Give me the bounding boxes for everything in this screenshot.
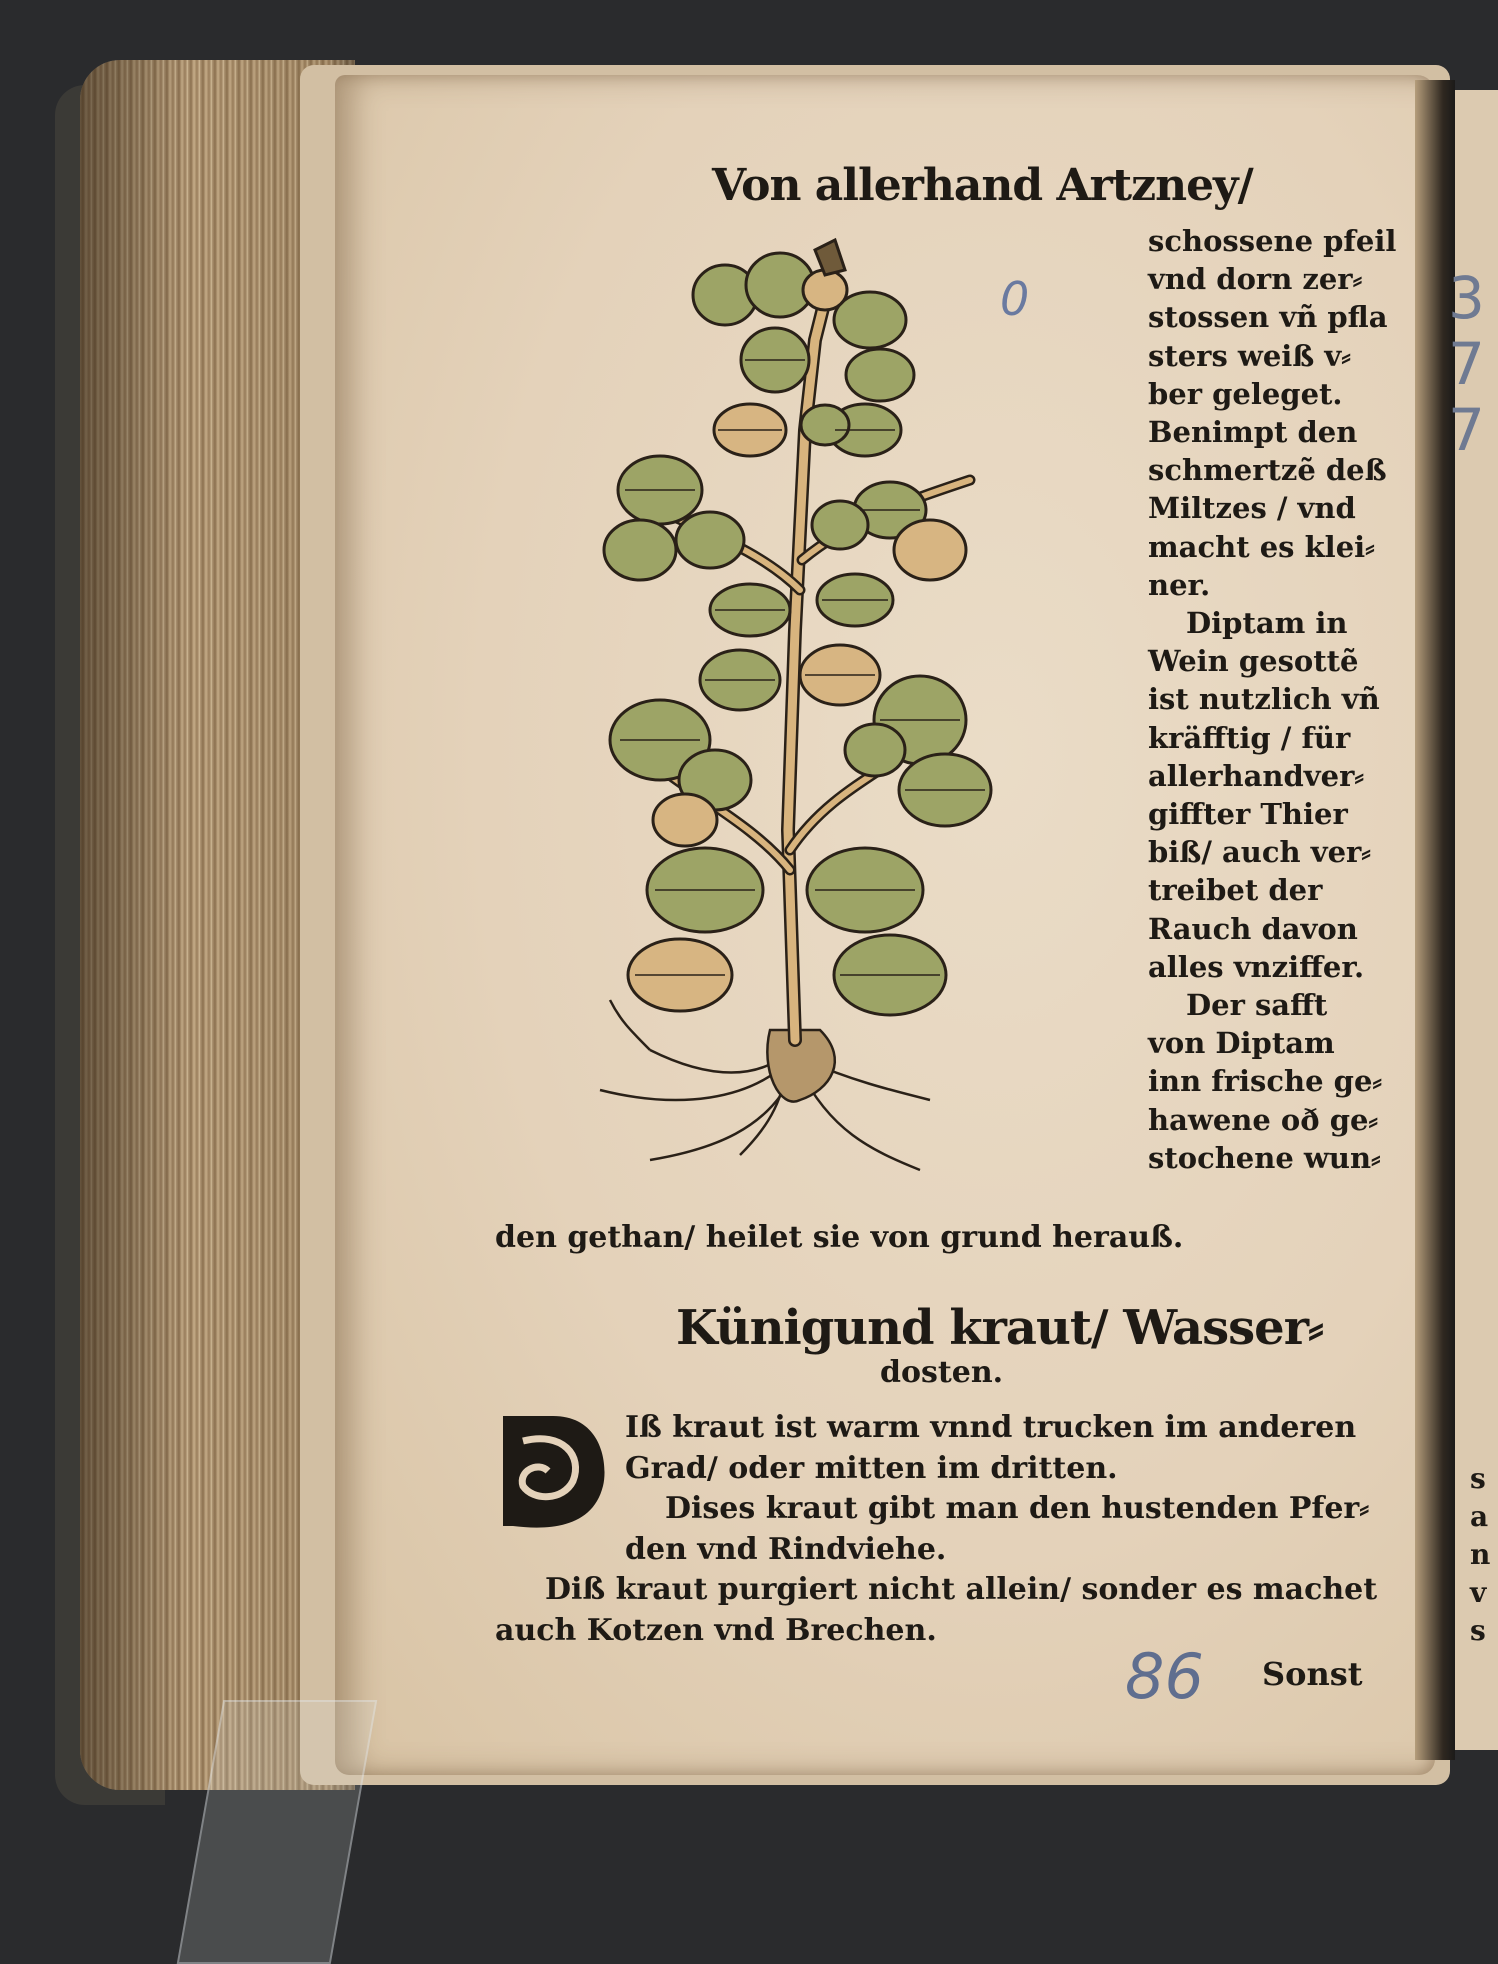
text-line: Miltzes / vnd [1148,491,1356,526]
text-line: Der safft [1186,988,1328,1023]
text-line: ner. [1148,567,1211,602]
text-line: Diß kraut purgiert nicht allein/ sonder es machet [545,1572,1378,1607]
text-line: inn frische ge⸗ [1148,1064,1383,1099]
facing-letter: n [1470,1538,1491,1571]
text-line: von Diptam [1148,1026,1335,1061]
text-line: schmertzẽ deß [1148,453,1387,488]
facing-page-manuscript-numbers [1448,265,1488,463]
facing-numeral: 7 [1448,330,1485,398]
text-line: stossen vñ pfla [1148,300,1388,335]
text-line: alles vnziffer. [1148,949,1365,984]
text-line: den vnd Rindviehe. [625,1531,947,1567]
facing-letter: s [1470,1462,1486,1495]
text-line: Wein gesottẽ [1148,644,1359,679]
facing-letter: a [1470,1500,1489,1533]
text-line: kräfftig / für [1148,720,1351,755]
text-line: ist nutzlich vñ [1148,682,1380,717]
catchword: Sonst [1262,1655,1363,1693]
text-line: biß/ auch ver⸗ [1148,835,1371,870]
text-line: Iß kraut ist warm vnnd trucken im anderen [625,1410,1357,1445]
section-heading: Künigund kraut/ Wasser⸗ [676,1300,1323,1356]
facing-letter: s [1470,1614,1486,1647]
text-line: macht es klei⸗ [1148,529,1375,564]
text-line: Grad/ oder mitten im dritten. [625,1450,1118,1486]
text-line: allerhandver⸗ [1148,758,1365,793]
manuscript-mark: 0 [1000,272,1030,326]
facing-page-text-fragment [1470,1460,1491,1650]
section-heading-continuation: dosten. [880,1355,1004,1390]
facing-numeral: 3 [1448,264,1485,332]
full-width-line: den gethan/ heilet sie von grund herauß. [495,1220,1184,1255]
text-line: ber geleget. [1148,376,1343,411]
body-text [495,1408,1378,1651]
facing-letter: v [1470,1576,1487,1609]
text-line: Benimpt den [1148,415,1358,450]
text-line: hawene oð ge⸗ [1148,1102,1379,1137]
text-line: treibet der [1148,873,1323,908]
text-line: sters weiß v⸗ [1148,338,1351,373]
plant-woodcut-illustration [590,230,1010,1190]
text-line: schossene pfeil [1148,224,1397,258]
handwritten-folio-number: 86 [1125,1640,1204,1713]
text-line: Dises kraut gibt man den hustenden Pfer⸗ [665,1491,1370,1526]
facing-numeral: 7 [1448,396,1485,464]
text-line: auch Kotzen vnd Brechen. [495,1612,937,1648]
text-line: Diptam in [1186,606,1348,641]
running-head: Von allerhand Artzney/ [712,160,1253,211]
side-text-column [1148,222,1397,1177]
text-line: giffter Thier [1148,797,1348,832]
text-line: vnd dorn zer⸗ [1148,262,1363,297]
text-line: Rauch davon [1148,911,1358,946]
text-line: stochene wun⸗ [1148,1140,1381,1175]
